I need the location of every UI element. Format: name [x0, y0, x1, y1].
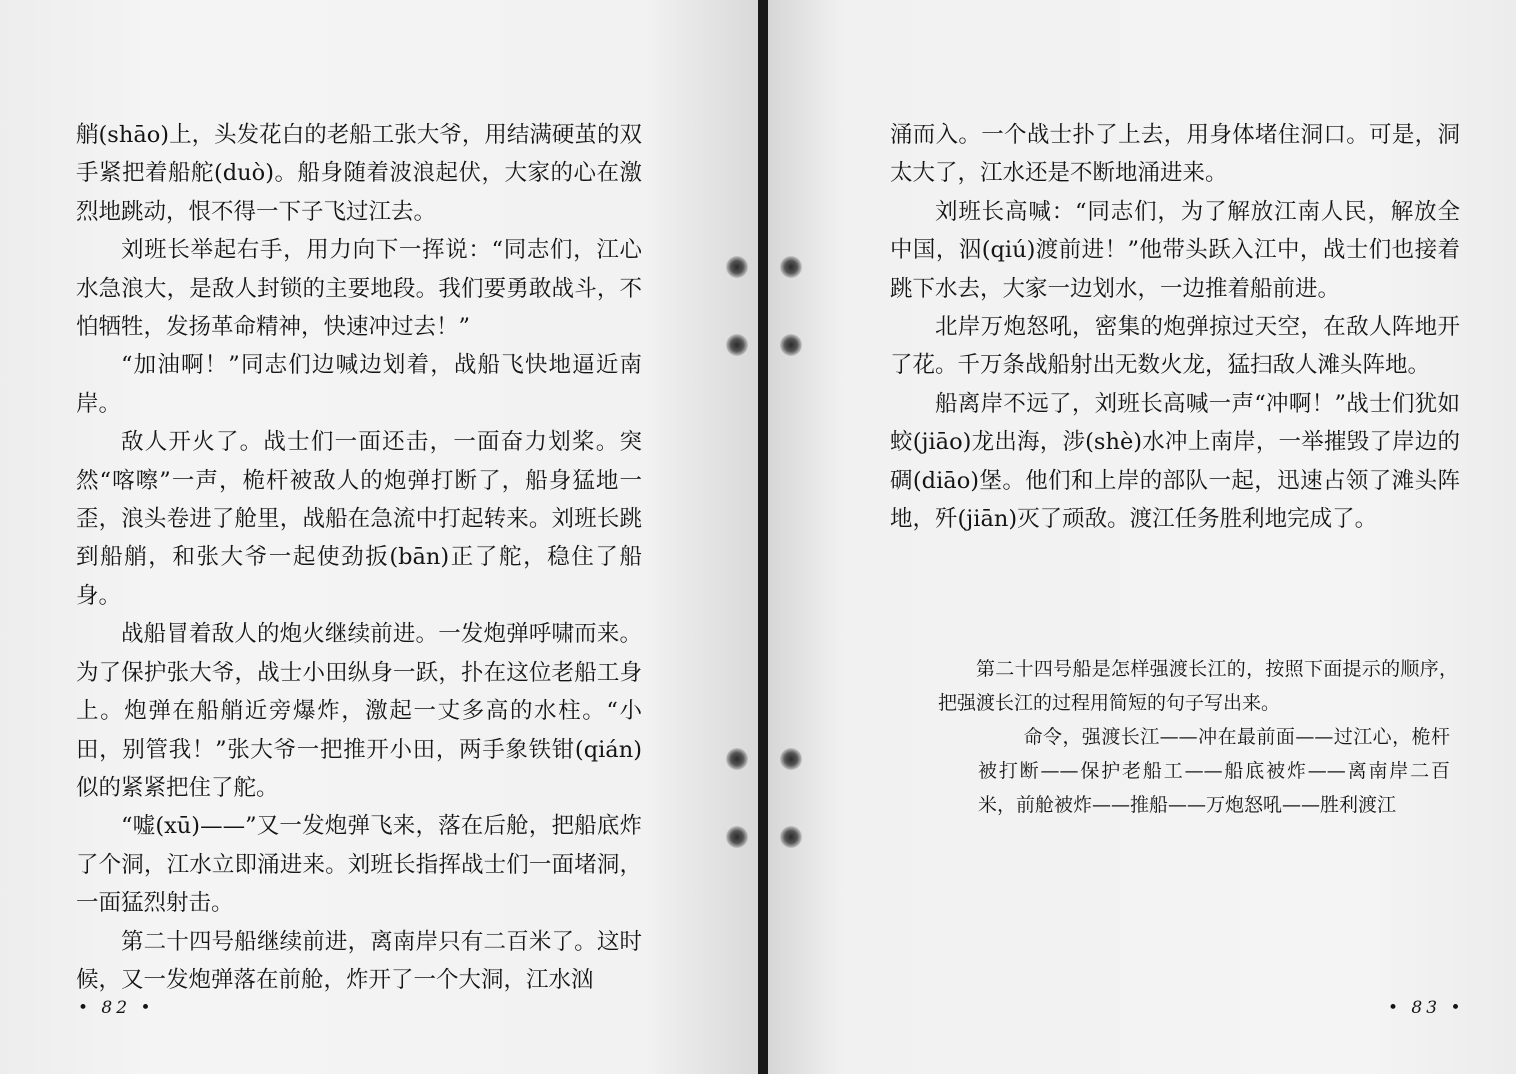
binding-hole-icon — [726, 256, 748, 278]
binding-hole-icon — [780, 256, 802, 278]
left-page-body — [76, 116, 642, 999]
binding-hole-icon — [726, 748, 748, 770]
paragraph: 刘班长举起右手，用力向下一挥说：“同志们，江心水急浪大，是敌人封锁的主要地段。我们要勇敢战斗，不怕牺牲，发扬革命精神，快速冲过去！” — [76, 237, 642, 341]
binding-hole-icon — [726, 334, 748, 356]
exercise-question: 第二十四号船是怎样强渡长江的，按照下面提示的顺序，把强渡长江的过程用简短的句子写出来。 — [938, 658, 1458, 714]
right-page-body — [890, 116, 1460, 538]
binding-hole-icon — [780, 334, 802, 356]
binding-hole-icon — [780, 826, 802, 848]
paragraph: “加油啊！”同志们边喊边划着，战船飞快地逼近南岸。 — [76, 352, 642, 417]
binding-hole-icon — [780, 748, 802, 770]
binding-hole-icon — [726, 826, 748, 848]
paragraph: 第二十四号船继续前进，离南岸只有二百米了。这时候，又一发炮弹落在前舱，炸开了一个大洞，江水汹 — [76, 928, 642, 993]
exercise-section — [938, 652, 1458, 822]
page-number-left: • 82 • — [78, 998, 155, 1018]
paragraph: 船离岸不远了，刘班长高喊一声“冲啊！”战士们犹如蛟(jiāo)龙出海，涉(shè)水冲上南岸，一举摧毁了岸边的碉(diāo)堡。他们和上岸的部队一起，迅速占领了滩头阵地，歼(jiān)灭了顽敌。渡江任务胜利地完成了。 — [890, 390, 1460, 533]
paragraph: 战船冒着敌人的炮火继续前进。一发炮弹呼啸而来。为了保护张大爷，战士小田纵身一跃，扑在这位老船工身上。炮弹在船艄近旁爆炸，激起一丈多高的水柱。“小田，别管我！”张大爷一把推开小田，两手象铁钳(qián)似的紧紧把住了舵。 — [76, 621, 642, 801]
book-spine-gutter — [758, 0, 768, 1074]
page-number-right: • 83 • — [1388, 998, 1465, 1018]
paragraph: 敌人开火了。战士们一面还击，一面奋力划桨。突然“喀嚓”一声，桅杆被敌人的炮弹打断了，船身猛地一歪，浪头卷进了舱里，战船在急流中打起转来。刘班长跳到船艄，和张大爷一起使劲扳(bān)正了舵，稳住了船身。 — [76, 429, 642, 609]
paragraph: 涌而入。一个战士扑了上去，用身体堵住洞口。可是，洞太大了，江水还是不断地涌进来。 — [890, 122, 1460, 187]
exercise-hint: 命令，强渡长江——冲在最前面——过江心，桅杆被打断——保护老船工——船底被炸——离南岸二百米，前舱被炸——推船——万炮怒吼——胜利渡江 — [978, 726, 1450, 816]
paragraph: 艄(shāo)上，头发花白的老船工张大爷，用结满硬茧的双手紧把着船舵(duò)。船身随着波浪起伏，大家的心在激烈地跳动，恨不得一下子飞过江去。 — [76, 122, 642, 225]
paragraph: 刘班长高喊：“同志们，为了解放江南人民，解放全中国，泅(qiú)渡前进！”他带头跃入江中，战士们也接着跳下水去，大家一边划水，一边推着船前进。 — [890, 198, 1460, 302]
paragraph: “嘘(xū)——”又一发炮弹飞来，落在后舱，把船底炸了个洞，江水立即涌进来。刘班长指挥战士们一面堵洞，一面猛烈射击。 — [76, 813, 642, 917]
paragraph: 北岸万炮怒吼，密集的炮弹掠过天空，在敌人阵地开了花。千万条战船射出无数火龙，猛扫敌人滩头阵地。 — [890, 314, 1460, 379]
right-page — [768, 0, 1516, 1074]
